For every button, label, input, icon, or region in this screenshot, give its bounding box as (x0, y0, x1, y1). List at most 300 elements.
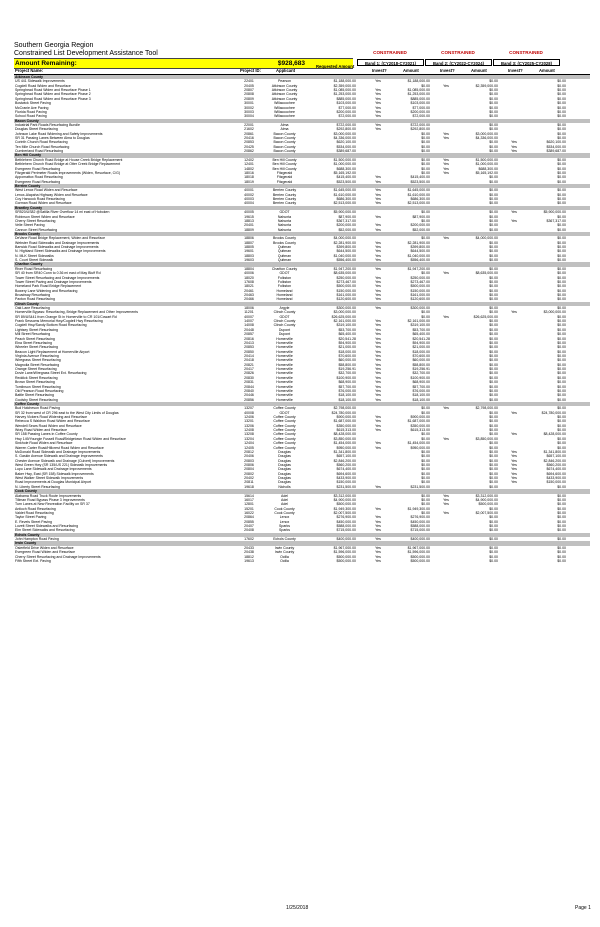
project-name: Barwick Road Sidewalks and Drainage Improvements (15, 245, 99, 250)
requested-amount: $556,400.00 (336, 258, 356, 263)
band1-amount: $0.00 (421, 510, 430, 515)
band1-amount: $0.00 (421, 157, 430, 162)
project-id: 19613 (244, 558, 254, 563)
band2-amount: $1,000,000.00 (475, 162, 498, 167)
band2-amount: $0.00 (489, 519, 498, 524)
band2-amount: $0.00 (489, 349, 498, 354)
project-name: Virginia Avenue Resurfacing (15, 354, 59, 358)
applicant: Coffee County (273, 419, 296, 424)
band1-invest: Yes (375, 537, 381, 542)
band1-amount: $19,256.91 (412, 367, 430, 372)
band1-invest: Yes (375, 340, 381, 345)
requested-amount: $500,000.00 (336, 502, 356, 507)
band3-amount: $0.00 (557, 240, 566, 245)
project-id: 19618 (244, 484, 254, 489)
band2-amount: $0.00 (489, 175, 498, 180)
requested-amount: $87,900.00 (338, 214, 356, 219)
band3-amount: $0.00 (557, 258, 566, 263)
requested-amount: $1,596,000.00 (333, 550, 356, 555)
requested-amount: $2,359,000.00 (333, 83, 356, 88)
band2-amount: $8,635,000.00 (475, 271, 498, 276)
band2-amount: $0.00 (489, 484, 498, 489)
requested-amount: $500,000.00 (336, 558, 356, 563)
band1-amount: $588,000.00 (410, 524, 430, 529)
band2-invest: Yes (443, 271, 449, 276)
band2-amount: $0.00 (489, 388, 498, 393)
band1-invest: Yes (375, 524, 381, 529)
project-name: Homeland Park Road Bridge Replacement (15, 284, 82, 289)
band2-amount: $0.00 (489, 545, 498, 550)
requested-amount: $68,900.00 (338, 380, 356, 385)
project-id: 16022 (244, 510, 254, 515)
band3-amount: $0.00 (557, 510, 566, 515)
requested-amount: $32,700.00 (338, 371, 356, 376)
band2-amount: $0.00 (489, 214, 498, 219)
project-id: 18016 (244, 170, 254, 175)
band1-amount: $0.00 (421, 170, 430, 175)
requested-amount: $523,500.00 (336, 179, 356, 184)
applicant: Ben Hill County (272, 162, 297, 167)
band3-amount: $0.00 (557, 288, 566, 293)
band1-invest: Yes (375, 223, 381, 228)
applicant: Homerville (276, 375, 293, 380)
band1-amount: $150,000.00 (410, 288, 430, 293)
band1-amount: $1,610,000.00 (407, 192, 430, 197)
requested-amount: $103,000.00 (336, 101, 356, 106)
project-name: Mill Street Resurfacing (15, 332, 51, 337)
project-name: Lenox-Alapaha Highway Widen and Resurface (15, 192, 88, 197)
band1-invest: Yes (375, 253, 381, 258)
project-id: 20862 (244, 149, 254, 154)
band2-invest: Yes (443, 136, 449, 141)
requested-amount: $399,800.00 (336, 245, 356, 250)
band2-amount: $0.00 (489, 428, 498, 433)
band3-amount: $0.00 (557, 127, 566, 132)
band1-amount: $60,000.00 (412, 358, 430, 363)
project-id: 20811 (244, 480, 254, 485)
requested-amount: $4,000,000.00 (333, 236, 356, 241)
county-name: Irwin County (15, 541, 37, 546)
band1-amount: $0.00 (421, 83, 430, 88)
band1-amount: $715,000.00 (410, 528, 430, 533)
project-name: S. Court Street Sidewalk (15, 258, 54, 263)
col-invest-1: Invest? (372, 68, 387, 73)
band1-invest: Yes (375, 105, 381, 110)
band3-amount: $0.00 (557, 445, 566, 450)
band3-amount: $0.00 (557, 554, 566, 559)
band3-amount: $0.00 (557, 105, 566, 110)
project-id: 12405 (244, 445, 254, 450)
project-id: 20821 (244, 362, 254, 367)
band1-invest: Yes (375, 109, 381, 114)
band2-amount: $3,000,000.00 (475, 131, 498, 136)
amount-remaining-value: $928,683 (277, 60, 305, 67)
project-id: 20864 (244, 515, 254, 520)
applicant: Dupont (278, 327, 291, 332)
band2-amount: $0.00 (489, 410, 498, 415)
applicant: Bacon County (273, 149, 296, 154)
project-id: 14007 (244, 319, 254, 324)
band2-amount: $0.00 (489, 458, 498, 463)
band3-invest: Yes (511, 449, 517, 454)
project-id: 20853 (244, 345, 254, 350)
band3-invest: Yes (511, 149, 517, 154)
applicant: Douglas (278, 462, 291, 467)
requested-amount: $1,454,000.00 (333, 441, 356, 446)
band-2-header: Band 2: (CY2022-CY2024) (425, 59, 492, 66)
band2-amount: $0.00 (489, 310, 498, 315)
project-id: 40002 (244, 192, 254, 197)
band2-amount: $0.00 (489, 358, 498, 363)
band2-amount: $3,850,000.00 (475, 436, 498, 441)
project-name: Frank Sessoms Memorial Hwy/Cogdell Hwy Resurfacing (15, 319, 103, 324)
band1-amount: $1,687,000.00 (407, 419, 430, 424)
band3-amount: $0.00 (557, 558, 566, 563)
band1-invest: Yes (375, 484, 381, 489)
project-id: 18807 (244, 240, 254, 245)
band1-invest: Yes (375, 354, 381, 358)
requested-amount: $2,007,500.00 (333, 510, 356, 515)
constrained-label-3: CONSTRAINED (509, 50, 543, 55)
applicant: Pearson (277, 79, 292, 84)
band1-amount: $2,513,000.00 (407, 201, 430, 206)
project-name: US 441 Sidewalk Improvements (15, 79, 65, 84)
band1-amount: $18,100.00 (412, 397, 430, 402)
band1-amount: $1,454,000.00 (407, 441, 430, 446)
requested-amount: $500,000.00 (336, 554, 356, 559)
band1-amount: $120,600.00 (410, 297, 430, 302)
project-id: 40005 (244, 210, 254, 215)
band3-invest: Yes (511, 218, 517, 223)
band2-invest: Yes (443, 314, 449, 319)
band2-amount: $0.00 (489, 92, 498, 97)
applicant: Willacoochee (274, 101, 295, 106)
requested-amount: $276,900.00 (336, 515, 356, 520)
project-id: 20809 (244, 96, 254, 101)
band2-amount: $0.00 (489, 558, 498, 563)
band1-invest: Yes (375, 297, 381, 302)
band2-invest: Yes (443, 170, 449, 175)
band1-amount: $292,800.00 (410, 127, 430, 132)
band1-invest: Yes (375, 292, 381, 297)
band3-amount: $0.00 (557, 397, 566, 402)
band2-amount: $0.00 (489, 297, 498, 302)
band3-amount: $0.00 (557, 175, 566, 180)
applicant: Atkinson County (271, 83, 298, 88)
county-name: Ben Hill County (15, 153, 42, 158)
project-id: 20438 (244, 550, 254, 555)
applicant: Quitman (277, 253, 292, 258)
project-name: Fifth Street Ext. Paving (15, 558, 51, 563)
band3-invest: Yes (511, 462, 517, 467)
band1-amount: $52,000.00 (412, 227, 430, 232)
band2-amount: $0.00 (489, 319, 498, 324)
band2-amount: $0.00 (489, 227, 498, 232)
band2-invest: Yes (443, 406, 449, 411)
project-name: S. Gaskin Avenue Sidewalk and Drainage Improvements (15, 454, 103, 459)
project-name: Gorman Road Widen and Resurface (15, 201, 72, 206)
band3-amount: $0.00 (557, 96, 566, 101)
requested-amount: $615,313.00 (336, 428, 356, 433)
project-name: Evergreen Road Widen and Resurface (15, 550, 76, 555)
project-id: 12406 (244, 415, 254, 420)
band3-amount: $534,000.00 (546, 144, 566, 149)
county-name: Berrien County (15, 183, 41, 188)
county-name: Coffee County (15, 401, 39, 406)
project-id: 18813 (244, 218, 254, 223)
project-id: 12801 (244, 502, 254, 507)
band3-amount: $0.00 (557, 266, 566, 271)
band2-invest: Yes (443, 166, 449, 171)
band3-amount: $0.00 (557, 83, 566, 88)
project-name: Valdet Road Resurfacing (15, 510, 54, 515)
project-name: Old Pearson Road Resurfacing (15, 388, 64, 393)
band3-amount: $0.00 (557, 245, 566, 250)
band3-amount: $0.00 (557, 179, 566, 184)
band2-amount: $2,798,000.00 (475, 406, 498, 411)
band1-amount: $273,467.00 (410, 279, 430, 284)
band3-amount: $0.00 (557, 537, 566, 542)
band2-invest: Yes (443, 131, 449, 136)
requested-amount: $57,700.00 (338, 384, 356, 389)
band1-invest: Yes (375, 319, 381, 324)
applicant: Alma (280, 127, 289, 132)
project-id: 20844 (244, 384, 254, 389)
project-id: 20407 (244, 524, 254, 529)
applicant: Atkinson County (271, 88, 298, 93)
project-name: Johnson Lake Road Widening and Safety Improvements (15, 131, 103, 136)
project-name: SR 158 Passing Lanes in Coffee County (15, 432, 78, 437)
band3-invest: Yes (511, 310, 517, 315)
project-name: Antioch Road Resurfacing (15, 506, 56, 511)
band3-amount: $620,100.00 (546, 140, 566, 145)
applicant: Brooks County (273, 240, 296, 245)
requested-amount: $2,161,000.00 (333, 319, 356, 324)
project-id: 20840 (244, 388, 254, 393)
band1-amount: $1,085,000.00 (407, 88, 430, 93)
band3-amount: $0.00 (557, 384, 566, 389)
band1-amount: $1,967,000.00 (407, 545, 430, 550)
band3-amount: $0.00 (557, 419, 566, 424)
band1-amount: $500,000.00 (410, 558, 430, 563)
requested-amount: $3,000,000.00 (333, 310, 356, 315)
applicant: Echols County (273, 537, 296, 542)
applicant: Adel (280, 502, 288, 507)
band3-amount: $0.00 (557, 162, 566, 167)
project-id: 22001 (244, 122, 254, 127)
project-id: 18812 (244, 554, 254, 559)
project-id: 20446 (244, 393, 254, 398)
band2-amount: $0.00 (489, 340, 498, 345)
project-id: 15614 (244, 493, 254, 498)
applicant: Homerville (276, 380, 293, 385)
applicant: Brooks County (273, 236, 296, 241)
band2-amount: $0.00 (489, 258, 498, 263)
project-name: N. Liberty Street Resurfacing (15, 484, 60, 489)
applicant: Folkston (277, 284, 292, 289)
band1-invest: Yes (375, 284, 381, 289)
band3-amount: $0.00 (557, 314, 566, 319)
project-id: 30004 (244, 114, 254, 119)
project-id: 40008 (244, 410, 254, 415)
band2-amount: $0.00 (489, 445, 498, 450)
project-name: Bethlehem Church Road Bridge at House Creek Bridge Replacement (15, 157, 123, 162)
band2-amount: $0.00 (489, 96, 498, 101)
band1-amount: $0.00 (421, 449, 430, 454)
requested-amount: $273,467.00 (336, 279, 356, 284)
requested-amount: $3,850,000.00 (333, 436, 356, 441)
band2-amount: $26,625,000.00 (473, 314, 498, 319)
band1-amount: $450,000.00 (410, 519, 430, 524)
project-id: 20461 (244, 288, 254, 293)
band1-amount: $0.00 (421, 432, 430, 437)
band3-amount: $389,687.00 (546, 149, 566, 154)
applicant: GDOT (279, 271, 290, 276)
band2-amount: $0.00 (489, 201, 498, 206)
applicant: Clinch County (273, 319, 296, 324)
project-name: Bostwick Street Paving (15, 101, 51, 106)
band2-amount: $0.00 (489, 506, 498, 511)
project-name: West Lenox Road Widen and Resurface (15, 188, 78, 193)
project-name: Baker Hwy, East (SR 158) Sidewalk Improvements (15, 471, 94, 476)
band2-amount: $0.00 (489, 210, 498, 215)
band1-amount: $200,000.00 (410, 109, 430, 114)
band2-amount: $0.00 (489, 114, 498, 119)
project-id: 20830 (244, 375, 254, 380)
project-id: 13204 (244, 436, 254, 441)
band3-amount: $0.00 (557, 415, 566, 420)
requested-amount: $60,000.00 (338, 358, 356, 363)
requested-amount: $100,900.00 (336, 375, 356, 380)
county-name: Cook County (15, 489, 37, 494)
requested-amount: $2,281,900.00 (333, 240, 356, 245)
band2-invest: Yes (443, 502, 449, 507)
band3-amount: $560,200.00 (546, 462, 566, 467)
band1-invest: Yes (375, 279, 381, 284)
band1-invest: Yes (375, 249, 381, 254)
band2-amount: $0.00 (489, 266, 498, 271)
project-id: 20861 (244, 131, 254, 136)
band2-amount: $0.00 (489, 367, 498, 372)
requested-amount: $3,312,000.00 (333, 493, 356, 498)
col-invest-3: Invest? (508, 68, 523, 73)
requested-amount: $53,700.00 (338, 327, 356, 332)
applicant: Douglas (278, 476, 291, 481)
band2-invest: Yes (443, 236, 449, 241)
applicant: Ben Hill County (272, 166, 297, 171)
requested-amount: $1,949,300.00 (333, 506, 356, 511)
band3-amount: $0.00 (557, 524, 566, 529)
project-name: Appomattox Road Resurfacing (15, 175, 63, 180)
band3-amount: $0.00 (557, 375, 566, 380)
project-id: 20803 (244, 458, 254, 463)
project-name: Wiregrass Street Resurfacing (15, 358, 61, 363)
project-name: Lightsey Street Resurfacing (15, 327, 58, 332)
requested-amount: $8,428,000.00 (333, 432, 356, 437)
requested-amount: $1,967,000.00 (333, 545, 356, 550)
requested-amount: $500,000.00 (336, 284, 356, 289)
project-id: 20850 (244, 349, 254, 354)
band1-amount: $350,000.00 (410, 423, 430, 428)
band2-amount: $0.00 (489, 423, 498, 428)
applicant: Berrien County (272, 188, 297, 193)
requested-amount: $319,100.00 (336, 323, 356, 328)
band3-amount: $674,400.00 (546, 467, 566, 472)
band2-amount: $0.00 (489, 554, 498, 559)
band3-amount: $0.00 (557, 323, 566, 328)
applicant: Homerville (276, 388, 293, 393)
project-name: Industrial Park Roads Resurfacing Bundle (15, 122, 80, 127)
applicant: Coffee County (273, 428, 296, 433)
project-name: Elm Street Sidewalks and Resurfacing (15, 528, 75, 533)
band1-invest: Yes (375, 201, 381, 206)
applicant: Ben Hill County (272, 157, 297, 162)
applicant: Fitzgerald (276, 179, 293, 184)
project-name: Wheeler Street Resurfacing (15, 345, 58, 350)
band3-invest: Yes (511, 410, 517, 415)
band2-amount: $0.00 (489, 279, 498, 284)
requested-amount: $686,300.00 (336, 197, 356, 202)
requested-amount: $620,100.00 (336, 140, 356, 145)
band3-amount: $0.00 (557, 122, 566, 127)
project-id: 13206 (244, 423, 254, 428)
band3-invest: Yes (511, 471, 517, 476)
project-name: Webster Road Sidewalks and Drainage Improvements (15, 240, 100, 245)
project-id: 20816 (244, 336, 254, 341)
band3-amount: $0.00 (557, 279, 566, 284)
band3-amount: $0.00 (557, 170, 566, 175)
band2-invest: Yes (443, 436, 449, 441)
band1-invest: Yes (375, 227, 381, 232)
band1-amount: $885,000.00 (410, 96, 430, 101)
band1-amount: $2,161,000.00 (407, 319, 430, 324)
band1-invest: Yes (375, 122, 381, 127)
project-name: Bud Hutcheson Road Paving (15, 406, 60, 411)
band3-amount: $0.00 (557, 519, 566, 524)
project-name: Coy Hancock Road Resurfacing (15, 197, 65, 202)
requested-amount: $900,000.00 (336, 415, 356, 420)
band1-amount: $0.00 (421, 497, 430, 502)
requested-amount: $688,300.00 (336, 166, 356, 171)
project-id: 16017 (244, 497, 254, 502)
band1-amount: $87,900.00 (412, 214, 430, 219)
project-name: Springhead Road Widen and Resurface Phase 1 (15, 88, 91, 93)
band1-amount: $0.00 (421, 436, 430, 441)
requested-amount: $1,645,000.00 (333, 188, 356, 193)
project-name: Cumberland Road Resurfacing (15, 149, 64, 154)
project-name: Florida Road Paving (15, 109, 47, 114)
project-id: 20804 (244, 467, 254, 472)
band1-amount: $0.00 (421, 140, 430, 145)
project-name: Ten Mile Church Road Resurfacing (15, 144, 70, 149)
band1-amount: $1,596,000.00 (407, 550, 430, 555)
project-id: 20853 (244, 140, 254, 145)
band1-amount: $68,900.00 (412, 380, 430, 385)
project-id: 18805 (244, 245, 254, 250)
applicant: Bacon County (273, 144, 296, 149)
band1-invest: Yes (375, 288, 381, 293)
project-id: 14008 (244, 323, 254, 328)
band3-amount: $0.00 (557, 332, 566, 337)
requested-amount: $8,635,000.00 (333, 271, 356, 276)
band3-amount: $0.00 (557, 493, 566, 498)
band1-amount: $0.00 (421, 236, 430, 241)
project-id: 18020 (244, 275, 254, 280)
band2-amount: $0.00 (489, 292, 498, 297)
band3-amount: $0.00 (557, 101, 566, 106)
project-name: McDonald Road Sidewalk and Drainage Improvements (15, 449, 101, 454)
band3-amount: $0.00 (557, 297, 566, 302)
